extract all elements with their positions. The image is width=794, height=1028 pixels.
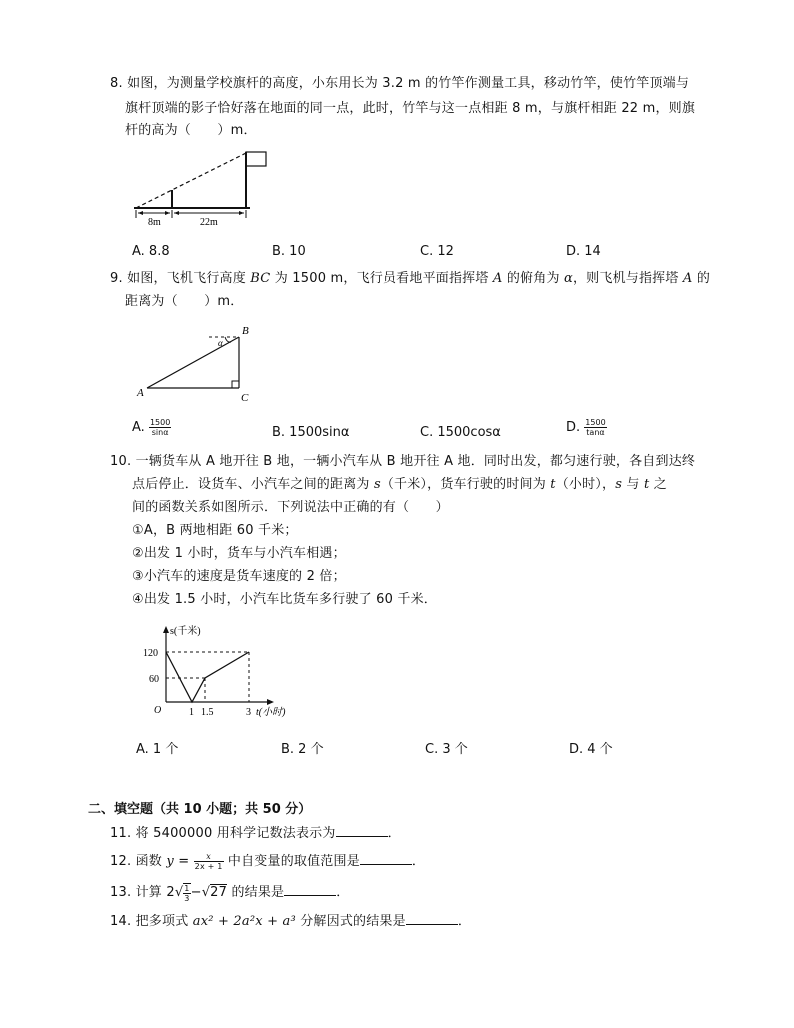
q10-line1: 10. 一辆货车从 A 地开往 B 地，一辆小汽车从 B 地开往 A 地．同时出发，都匀速行驶，各自到达终 <box>110 454 696 469</box>
q9-label-b: B <box>242 325 249 337</box>
q10-option-a[interactable]: A. 1 个 <box>136 742 179 757</box>
q10-x-arrow <box>267 699 274 705</box>
q10-xtick-3: 3 <box>246 707 251 718</box>
q9-label-a: A <box>137 387 144 399</box>
q10-statement-4: ④出发 1.5 小时，小汽车比货车多行驶了 60 千米． <box>132 592 438 607</box>
q10-xlabel: t(小时) <box>256 707 286 718</box>
q9-option-a[interactable]: A. $\frac{1500}{\sin\alpha}$ <box>132 418 171 437</box>
q10-xtick-1: 1 <box>189 707 194 718</box>
q13-answer-blank[interactable] <box>284 883 336 896</box>
q12-answer-blank[interactable] <box>360 852 412 865</box>
q8-option-c[interactable]: C. 12 <box>420 244 454 259</box>
q9-label-c: C <box>241 392 249 404</box>
q14-answer-blank[interactable] <box>406 912 458 925</box>
q8-label-22m: 22m <box>200 217 218 228</box>
q12-fraction: $\frac{x}{2x + 1}$ <box>194 852 223 871</box>
q8-shadow-ray <box>136 153 246 208</box>
q14: 14. 把多项式 ax² + 2a²x + a³ 分解因式的结果是 ． <box>110 914 472 929</box>
q13: 13. 计算 2√ $\frac{1}{3}$ −√27 的结果是 ． <box>110 883 350 903</box>
q9-side-ab <box>147 337 239 388</box>
q8-line1: 8. 如图，为测量学校旗杆的高度，小东用长为 3.2 m 的竹竿作测量工具，移动竹竿，使竹竿顶端与 <box>110 76 690 91</box>
q11-answer-blank[interactable] <box>336 824 388 837</box>
q10-ylabel: s(千米) <box>170 626 201 637</box>
section-title: 二、填空题（共 10 小题；共 50 分） <box>88 802 312 817</box>
q8-flag <box>246 152 266 166</box>
q8-option-d[interactable]: D. 14 <box>566 244 601 259</box>
q9-figure <box>135 322 260 406</box>
q10-graph <box>140 620 300 720</box>
q11: 11. 将 5400000 用科学记数法表示为 ． <box>110 826 401 841</box>
q8-arrowhead <box>174 211 179 215</box>
q10-line3: 间的函数关系如图所示．下列说法中正确的有（ ） <box>132 500 449 515</box>
q9-line1: 9. 如图，飞机飞行高度 BC 为 1500 m，飞行员看地平面指挥塔 A 的俯角为 α，则飞机与指挥塔 A 的 <box>110 271 711 286</box>
q10-function-line <box>166 652 249 702</box>
q13-radical-1: √ $\frac{1}{3}$ <box>174 883 190 903</box>
q10-ytick-60: 60 <box>149 674 159 685</box>
q8-line2: 旗杆顶端的影子恰好落在地面的同一点，此时，竹竿与这一点相距 8 m，与旗杆相距 22 m，则旗 <box>125 101 696 116</box>
q12: 12. 函数 y = $\frac{x}{2x + 1}$ 中自变量的取值范围是 ． <box>110 852 426 871</box>
q10-y-arrow <box>163 626 169 633</box>
q10-origin: O <box>154 705 162 716</box>
q8-arrowhead <box>239 211 244 215</box>
q9-label-alpha: α <box>218 338 223 348</box>
q9-option-b[interactable]: B. 1500sinα <box>272 425 350 440</box>
q10-option-b[interactable]: B. 2 个 <box>281 742 324 757</box>
q10-option-c[interactable]: C. 3 个 <box>425 742 468 757</box>
q8-arrowhead <box>165 211 170 215</box>
q10-statement-2: ②出发 1 小时，货车与小汽车相遇； <box>132 546 346 561</box>
q10-line2: 点后停止．设货车、小汽车之间的距离为 s（千米），货车行驶的时间为 t（小时），s 与 t 之 <box>132 477 667 492</box>
q10-statement-3: ③小汽车的速度是货车速度的 2 倍； <box>132 569 346 584</box>
q10-option-d[interactable]: D. 4 个 <box>569 742 613 757</box>
q9-option-c[interactable]: C. 1500cosα <box>420 425 501 440</box>
q8-option-b[interactable]: B. 10 <box>272 244 306 259</box>
q8-line3: 杆的高为（ ）m． <box>125 123 257 138</box>
q8-option-a[interactable]: A. 8.8 <box>132 244 170 259</box>
q13-radical-2: √27 <box>201 885 228 900</box>
q8-arrowhead <box>138 211 143 215</box>
q8-figure <box>128 146 278 232</box>
q10-ytick-120: 120 <box>143 648 158 659</box>
q9-option-d[interactable]: D. $\frac{1500}{\tan\alpha}$ <box>566 418 606 437</box>
q10-xtick-1-5: 1.5 <box>201 707 214 718</box>
q9-right-angle <box>232 381 239 388</box>
q10-statement-1: ①A，B 两地相距 60 千米； <box>132 523 298 538</box>
q8-label-8m: 8m <box>148 217 161 228</box>
q9-line2: 距离为（ ）m． <box>125 294 244 309</box>
